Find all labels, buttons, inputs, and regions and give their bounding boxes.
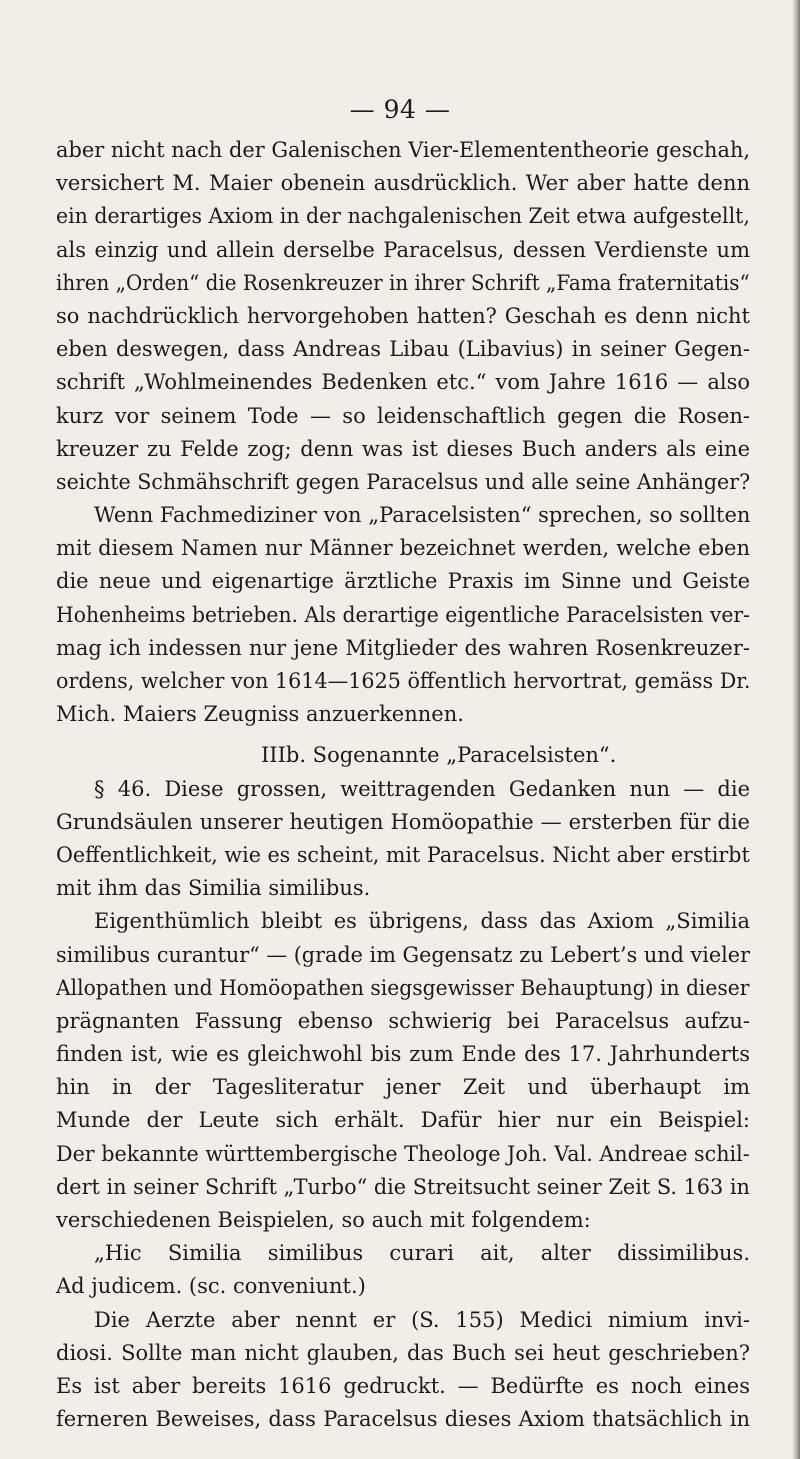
text-line: diosi. Sollte man nicht glauben, das Buch sei heut geschrieben? (56, 1340, 750, 1365)
text-line: dert in seiner Schrift „Turbo“ die Streitsucht seiner Zeit S. 163 in (56, 1174, 750, 1199)
section-heading: IIIb. Sogenannte „Paracelsisten“. (261, 743, 617, 768)
paragraph-start-line: Wenn Fachmediziner von „Paracelsisten“ sprechen, so sollten (94, 503, 751, 528)
text-line: ordens, welcher von 1614—1625 öffentlich hervortrat, gemäss Dr. (56, 669, 751, 693)
text-line: verschiedenen Beispielen, so auch mit folgendem: (56, 1208, 591, 1232)
text-line: hin in der Tagesliteratur jener Zeit und überhaupt im (56, 1075, 750, 1100)
text-line: finden ist, wie es gleichwohl bis zum Ende des 17. Jahrhunderts (56, 1042, 750, 1067)
text-line: schrift „Wohlmeinendes Bedenken etc.“ vom Jahre 1616 — also (56, 370, 750, 395)
text-line: Oeffentlichkeit, wie es scheint, mit Paracelsus. Nicht aber erstirbt (56, 842, 750, 867)
text-line: ihren „Orden“ die Rosenkreuzer in ihrer Schrift „Fama fraternitatis“ (56, 270, 750, 295)
text-line: so nachdrücklich hervorgehoben hatten? Geschah es denn nicht (56, 303, 750, 328)
page-number-header: — 94 — (349, 95, 451, 124)
paragraph-start-line: Die Aerzte aber nennt er (S. 155) Medici nimium invi- (94, 1307, 750, 1332)
text-line: als einzig und allein derselbe Paracelsus, dessen Verdienste um (56, 237, 750, 262)
text-line: similibus curantur“ — (grade im Gegensatz zu Lebert’s und vieler (56, 942, 751, 967)
body-text (56, 134, 750, 1436)
text-line: kurz vor seinem Tode — so leidenschaftlich gegen die Rosen- (56, 403, 750, 428)
text-line: kreuzer zu Felde zog; denn was ist dieses Buch anders als eine (56, 436, 750, 461)
paragraph-start-line: § 46. Diese grossen, weittragenden Gedanken nun — die (94, 776, 750, 801)
text-line: ferneren Beweises, dass Paracelsus dieses Axiom thatsächlich in (56, 1407, 750, 1432)
text-line: Munde der Leute sich erhält. Dafür hier nur ein Beispiel: (56, 1108, 750, 1133)
text-line: Mich. Maiers Zeugniss anzuerkennen. (56, 702, 464, 727)
text-line: Allopathen und Homöopathen siegsgewisser Behauptung) in dieser (56, 975, 750, 1000)
text-line: Hohenheims betrieben. Als derartige eigentliche Paracelsisten ver- (56, 602, 750, 627)
text-line: seichte Schmähschrift gegen Paracelsus und alle seine Anhänger? (56, 469, 751, 494)
quote-line: Ad judicem. (sc. conveniunt.) (56, 1274, 366, 1299)
text-line: die neue und eigenartige ärztliche Praxis im Sinne und Geiste (56, 569, 750, 594)
text-line: Grundsäulen unserer heutigen Homöopathie — ersterben für die (56, 809, 750, 834)
text-line: Es ist aber bereits 1616 gedruckt. — Bedürfte es noch eines (56, 1373, 750, 1398)
text-line: ein derartiges Axiom in der nachgalenischen Zeit etwa aufgestellt, (56, 204, 750, 229)
page-edge-shadow (792, 0, 800, 1459)
text-line: mit diesem Namen nur Männer bezeichnet werden, welche eben (56, 536, 750, 561)
text-line: mag ich indessen nur jene Mitglieder des wahren Rosenkreuzer- (56, 635, 750, 660)
text-line: Der bekannte württembergische Theologe Joh. Val. Andreae schil- (56, 1141, 750, 1166)
text-line: mit ihm das Similia similibus. (56, 876, 371, 901)
text-line: eben deswegen, dass Andreas Libau (Libavius) in seiner Gegen- (56, 337, 750, 362)
paragraph-start-line: Eigenthümlich bleibt es übrigens, dass das Axiom „Similia (94, 909, 750, 934)
text-line: prägnanten Fassung ebenso schwierig bei Paracelsus aufzu- (56, 1008, 750, 1033)
quote-line: „Hic Similia similibus curari ait, alter dissimilibus. (94, 1241, 750, 1266)
text-line: versichert M. Maier obenein ausdrücklich. Wer aber hatte denn (56, 171, 750, 196)
text-line: aber nicht nach der Galenischen Vier-Elemententheorie geschah, (56, 138, 751, 162)
